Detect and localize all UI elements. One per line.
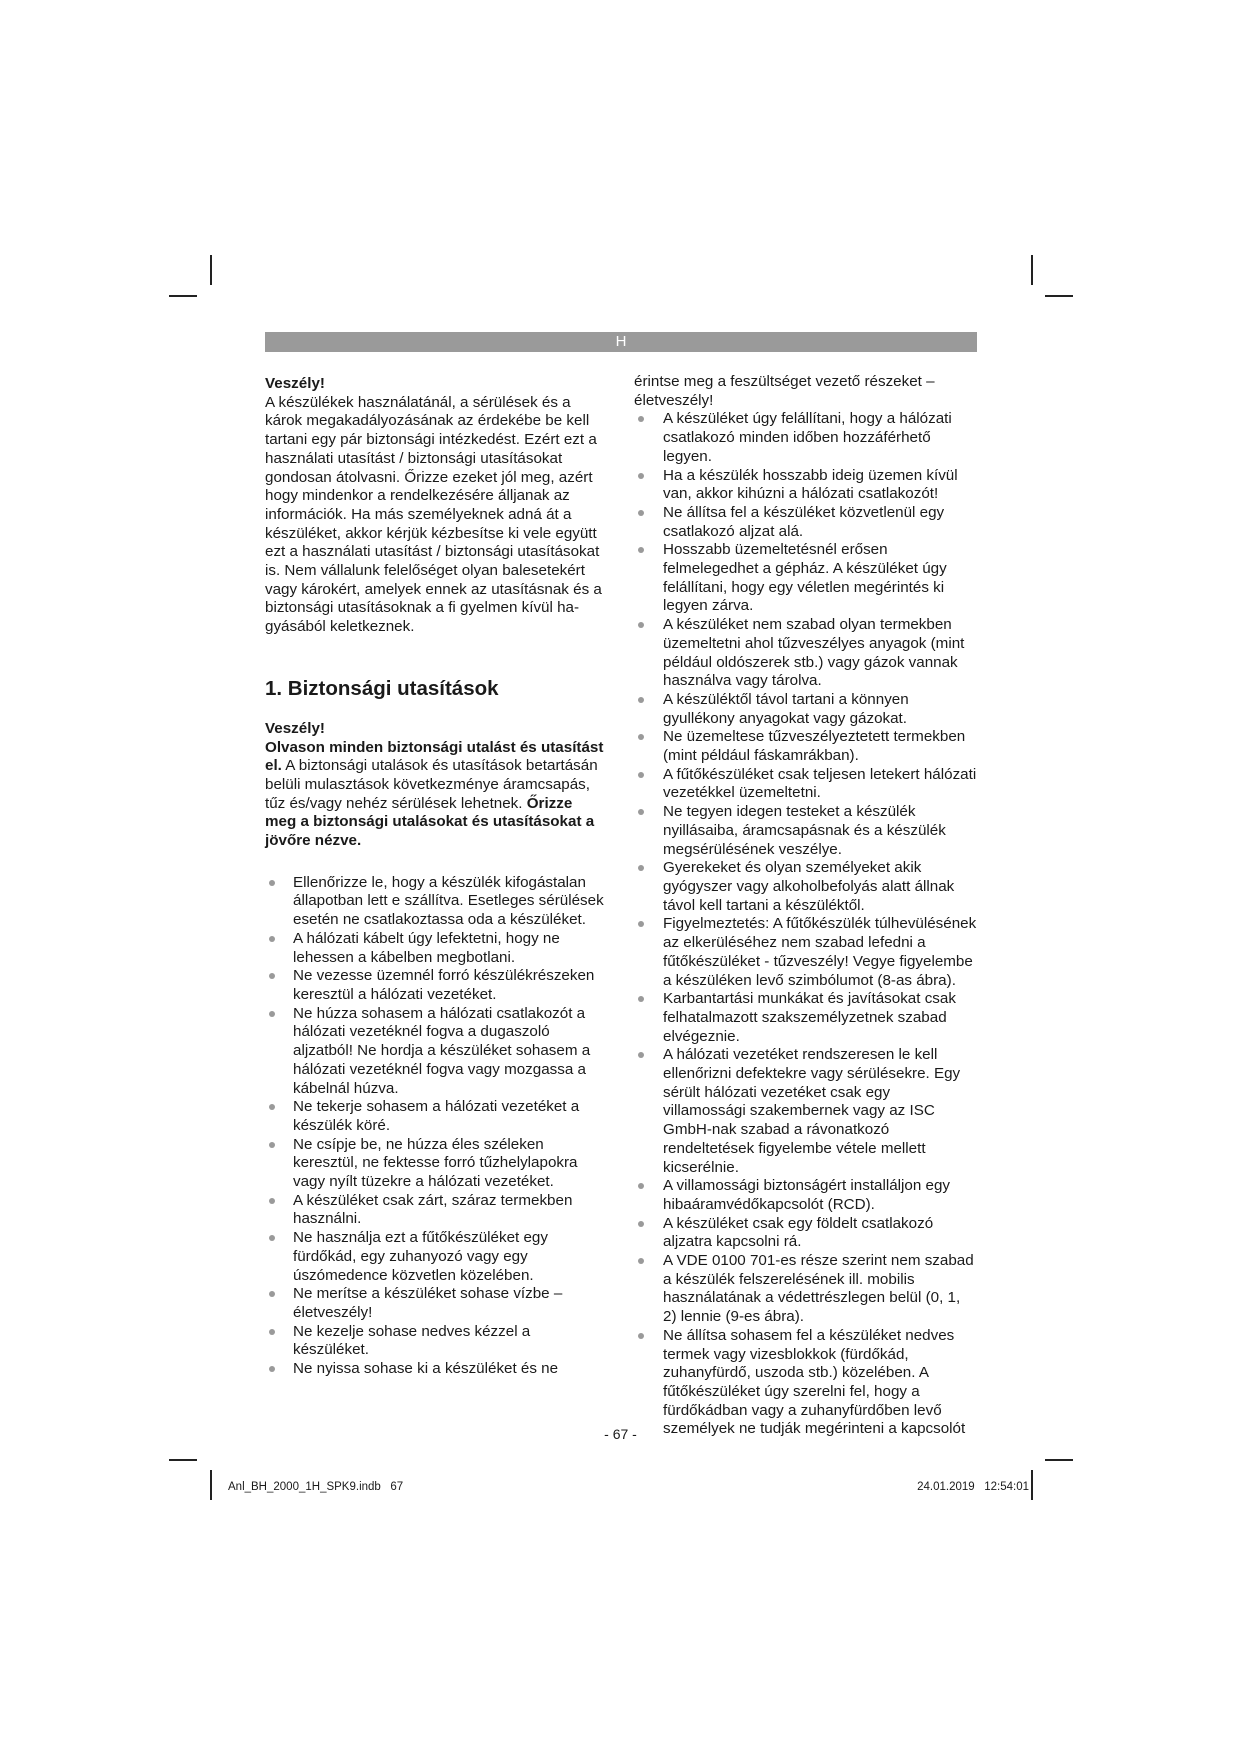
list-item: Ne vezesse üzemnél forró készülékrészeken keresztül a hálózati vezetéket. <box>265 967 605 1004</box>
page-number: - 67 - <box>604 1426 637 1442</box>
list-item: A hálózati kábelt úgy lefektetni, hogy ne lehessen a kábelben megbotlani. <box>265 930 605 967</box>
list-item: Ne állítsa sohasem fel a készüléket nedves termek vagy vizesblokkok (fürdőkád, zuhanyfürdő, uszoda stb.) közelében. A fűtőkészüléket úgy szerelni fel, hogy a fürdőkádban vagy a zuhanyfürdőben levő személyek ne tudják megérinteni a kapcsolót <box>634 1327 977 1439</box>
crop-mark-br-vertical <box>1031 1470 1033 1500</box>
footer-file-name: Anl_BH_2000_1H_SPK9.indb 67 <box>228 1481 404 1493</box>
crop-mark-bl-horizontal <box>169 1459 197 1461</box>
list-item: A készüléktől távol tartani a könnyen gyullékony anyagokat vagy gázokat. <box>634 691 977 728</box>
list-item: Ne tegyen idegen testeket a készülék nyillásaiba, áramcsapásnak és a készülék megsérülésének veszélye. <box>634 803 977 859</box>
crop-mark-tr-vertical <box>1031 255 1033 285</box>
list-item: Ha a készülék hosszabb ideig üzemen kívül van, akkor kihúzni a hálózati csatlakozót! <box>634 467 977 504</box>
crop-mark-br-horizontal <box>1045 1459 1073 1461</box>
list-item: A készüléket nem szabad olyan termekben üzemeltetni ahol tűzveszélyes anyagok (mint például oldószerek stb.) vagy gázok vannak használva vagy tárolva. <box>634 616 977 691</box>
footer-timestamp: 24.01.2019 12:54:01 <box>917 1481 1029 1493</box>
crop-mark-tl-horizontal <box>169 295 197 297</box>
lead-text: A biztonsági utalások és utasítások betartásán belüli mulasztások következménye áramcsapás, tűz és/vagy nehéz sérülések lehetnek. <box>265 757 598 812</box>
right-bullet-list <box>634 410 977 1439</box>
list-item: Karbantartási munkákat és javításokat csak felhatalmazott szakszemélyzetnek szabad elvégeznie. <box>634 990 977 1046</box>
crop-mark-tr-horizontal <box>1045 295 1073 297</box>
list-item: A készüléket csak egy földelt csatlakozó aljzatra kapcsolni rá. <box>634 1215 977 1252</box>
list-item: Gyerekeket és olyan személyeket akik gyógyszer vagy alkoholbefolyás alatt állnak távol kell tartani a készüléktől. <box>634 859 977 915</box>
section-warning-title: Veszély! <box>265 719 325 737</box>
lead-bold-end: Őrizze meg a biztonsági utalásokat és utasításokat a jövőre nézve. <box>265 794 595 850</box>
section-title: 1. Biztonsági utasítások <box>265 676 499 700</box>
language-code: H <box>615 333 627 350</box>
list-item: A készüléket csak zárt, száraz termekben használni. <box>265 1192 605 1229</box>
list-item: Ne merítse a készüléket sohase vízbe – életveszély! <box>265 1285 605 1322</box>
list-item: Ne húzza sohasem a hálózati csatlakozót a hálózati vezetéknél fogva a dugaszoló aljzatból! Ne hordja a készüléket sohasem a hálózati vezetéknél fogva vagy mozgassa a kábelnál húzva. <box>265 1005 605 1099</box>
left-column <box>265 375 605 1379</box>
right-column <box>634 373 977 1439</box>
language-header-bar <box>265 332 977 352</box>
intro-warning-title: Veszély! <box>265 375 325 392</box>
lead-bold: Olvason minden biztonsági utalást és utasítást el. <box>265 738 604 775</box>
section-lead-paragraph <box>265 739 605 851</box>
list-item: Ne tekerje sohasem a hálózati vezetéket a készülék köré. <box>265 1098 605 1135</box>
list-item: A készüléket úgy felállítani, hogy a hálózati csatlakozó minden időben hozzáférhető legyen. <box>634 410 977 466</box>
list-item: Ellenőrizze le, hogy a készülék kifogástalan állapotban lett e szállítva. Esetleges sérülések esetén ne csatlakoztassa oda a készüléket. <box>265 874 605 930</box>
list-item: Hosszabb üzemeltetésnél erősen felmelegedhet a gépház. A készüléket úgy felállítani, hogy egy véletlen megérintés ki legyen zárva. <box>634 541 977 616</box>
list-item: A fűtőkészüléket csak teljesen letekert hálózati vezetékkel üzemeltetni. <box>634 766 977 803</box>
list-item: A villamossági biztonságért installáljon egy hibaáramvédőkapcsolót (RCD). <box>634 1177 977 1214</box>
list-item: Ne használja ezt a fűtőkészüléket egy fürdőkád, egy zuhanyozó vagy egy úszómedence közvetlen közelében. <box>265 1229 605 1285</box>
crop-mark-tl-vertical <box>210 255 212 285</box>
list-item: Figyelmeztetés: A fűtőkészülék túlhevülésének az elkerüléséhez nem szabad lefedni a fűtőkészüléket - tűzveszély! Vegye figyelembe a készüléken levő szimbólumot (8-as ábra). <box>634 915 977 990</box>
intro-text: A készülékek használatánál, a sérülések és a károk megakadályozásának az érdekébe be kell tartani egy pár biztonsági intézkedést. Ezért ezt a használati utasítást / biztonsági utasításokat gondosan átolvasni. Őrizze ezeket jól meg, azért hogy mindenkor a rendelkezésére álljanak az információk. Ha más személyeknek adná át a készüléket, akkor kérjük kézbesítse ki vele együtt ezt a használati utasítást / biztonsági utasításokat is. Nem vállalunk felelőséget olyan balesetekért vagy károkért, amelyek ennek az utasításnak és a biztonsági utasításoknak a fi gyelmen kívül ha-gyásából keletkeznek. <box>265 393 602 636</box>
list-item: A hálózati vezetéket rendszeresen le kell ellenőrizni defektekre vagy sérülésekre. Egy sérült hálózati vezetéket csak egy villamossági szakembernek vagy az ISC GmbH-nak szabad a rávonatkozó rendeltetések figyelembe vétele mellett kicserélnie. <box>634 1046 977 1177</box>
list-item: Ne üzemeltese tűzveszélyeztetett termekben (mint például fáskamrákban). <box>634 728 977 765</box>
list-item: Ne kezelje sohase nedves kézzel a készüléket. <box>265 1323 605 1360</box>
list-item: Ne csípje be, ne húzza éles széleken keresztül, ne fektesse forró tűzhelylapokra vagy nyílt tüzekre a hálózati vezetéket. <box>265 1136 605 1192</box>
continuation-text: érintse meg a feszültséget vezető részeket – életveszély! <box>634 373 935 409</box>
list-item: Ne állítsa fel a készüléket közvetlenül egy csatlakozó aljzat alá. <box>634 504 977 541</box>
crop-mark-bl-vertical <box>210 1470 212 1500</box>
list-item: A VDE 0100 701-es része szerint nem szabad a készülék felszerelésének ill. mobilis használatának a védettrészlegen belül (0, 1, 2) lennie (9-es ábra). <box>634 1252 977 1327</box>
left-bullet-list <box>265 874 605 1379</box>
list-item: Ne nyissa sohase ki a készüléket és ne <box>265 1360 605 1379</box>
